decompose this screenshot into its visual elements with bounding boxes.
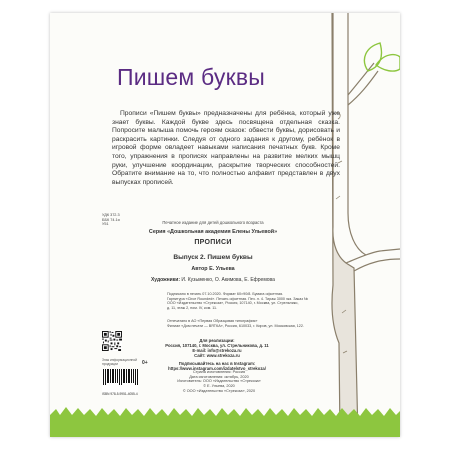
book-type: ПРОПИСИ xyxy=(194,239,232,246)
print-info-line: д. 11, этаж 2, пом. IV, ком. 11. xyxy=(167,305,218,310)
bbk-line: ББК 74.1я xyxy=(102,217,120,222)
artists-label: Художники: xyxy=(151,277,180,283)
colophon-line: © Е. Ульева, 2020 xyxy=(203,384,235,389)
udk-line: УДК 372.3 xyxy=(102,213,120,217)
artists-line xyxy=(50,277,388,283)
printed-by-line: Филиал «Дом печати — ВЯТКА», Россия, 610033, г. Киров, ул. Московская, 122. xyxy=(167,323,304,328)
book-page xyxy=(50,13,400,437)
print-info-line: ООО «Издательство «Стрекоза», Россия, 107140, г. Москва, ул. Стрельнико, xyxy=(167,301,299,306)
publication-note: Печатное издание для детей дошкольного возраста xyxy=(162,220,264,225)
index-line: У51 xyxy=(102,222,109,227)
print-info-line: Подписано в печать 07.10.2020. Формат 60×90/8. Бумага офсетная. xyxy=(167,292,284,296)
printed-by xyxy=(167,319,347,328)
isbn-text: ISBN 978-5-9951-4055-4 xyxy=(102,392,138,396)
contacts-line[interactable]: E-mail: info@strekoza.ru xyxy=(192,347,242,353)
colophon xyxy=(50,370,394,394)
contacts-line[interactable]: Сайт: www.strekoza.ru xyxy=(194,352,240,358)
contacts-line: Россия, 107140, г. Москва, ул. Стрельникова, д. 11 xyxy=(165,342,269,348)
colophon-line: Страна изготовления: Россия xyxy=(192,370,246,374)
contacts-line[interactable]: https://www.instagram.com/izdatelstvo_strekoza/ xyxy=(168,365,266,371)
info-product-sign: Знак информационной продукции xyxy=(102,358,138,366)
print-info-line: Гарнитура «Circe Rounded». Печать офсетная. Печ. л. 4. Тираж 3000 экз. Заказ № xyxy=(167,296,308,301)
contacts-line: Для реализации: xyxy=(199,338,235,343)
author-line: Автор Е. Ульева xyxy=(191,266,235,272)
series-name: Серия «Дошкольная академия Елены Ульевой» xyxy=(148,229,278,235)
page-title: Пишем буквы xyxy=(116,64,265,90)
print-info xyxy=(167,292,347,310)
colophon-line: Дата изготовления: октябрь, 2020 xyxy=(189,374,249,379)
printed-by-line: Отпечатано в АО «Первая Образцовая типография» xyxy=(167,319,258,323)
age-rating-badge: 0+ xyxy=(142,360,148,366)
artists-names: И. Кузьменко, О. Акимова, Е. Ефремова xyxy=(181,277,275,283)
intro-paragraph: Прописи «Пишем буквы» предназначены для ребёнка, который уже знает буквы. Каждой букве здесь посвящена отдельная сказка. Попросите малыша помочь героям сказок: обвести буквы, дорисовать и раскрасить картинки. Следуя от одного задания к другому, ребёнок в игровой форме овладеет навыками написания печатных букв. Кроме того, упражнения в прописях направлены на развитие мелких мышц руки, улучшение координации, раскрытие творческих способностей. Обратите внимание на то, что полностью алфавит представлен в двух выпусках прописей. xyxy=(112,110,340,186)
colophon-line: © ООО «Издательство «Стрекоза», 2020 xyxy=(182,388,256,393)
issue-title: Выпуск 2. Пишем буквы xyxy=(173,254,253,261)
colophon-line: Изготовитель: ООО «Издательство «Стрекоза» xyxy=(177,379,261,384)
contacts-block xyxy=(50,339,392,371)
contacts-line: Подписывайтесь на нас в Instagram: xyxy=(178,360,256,366)
